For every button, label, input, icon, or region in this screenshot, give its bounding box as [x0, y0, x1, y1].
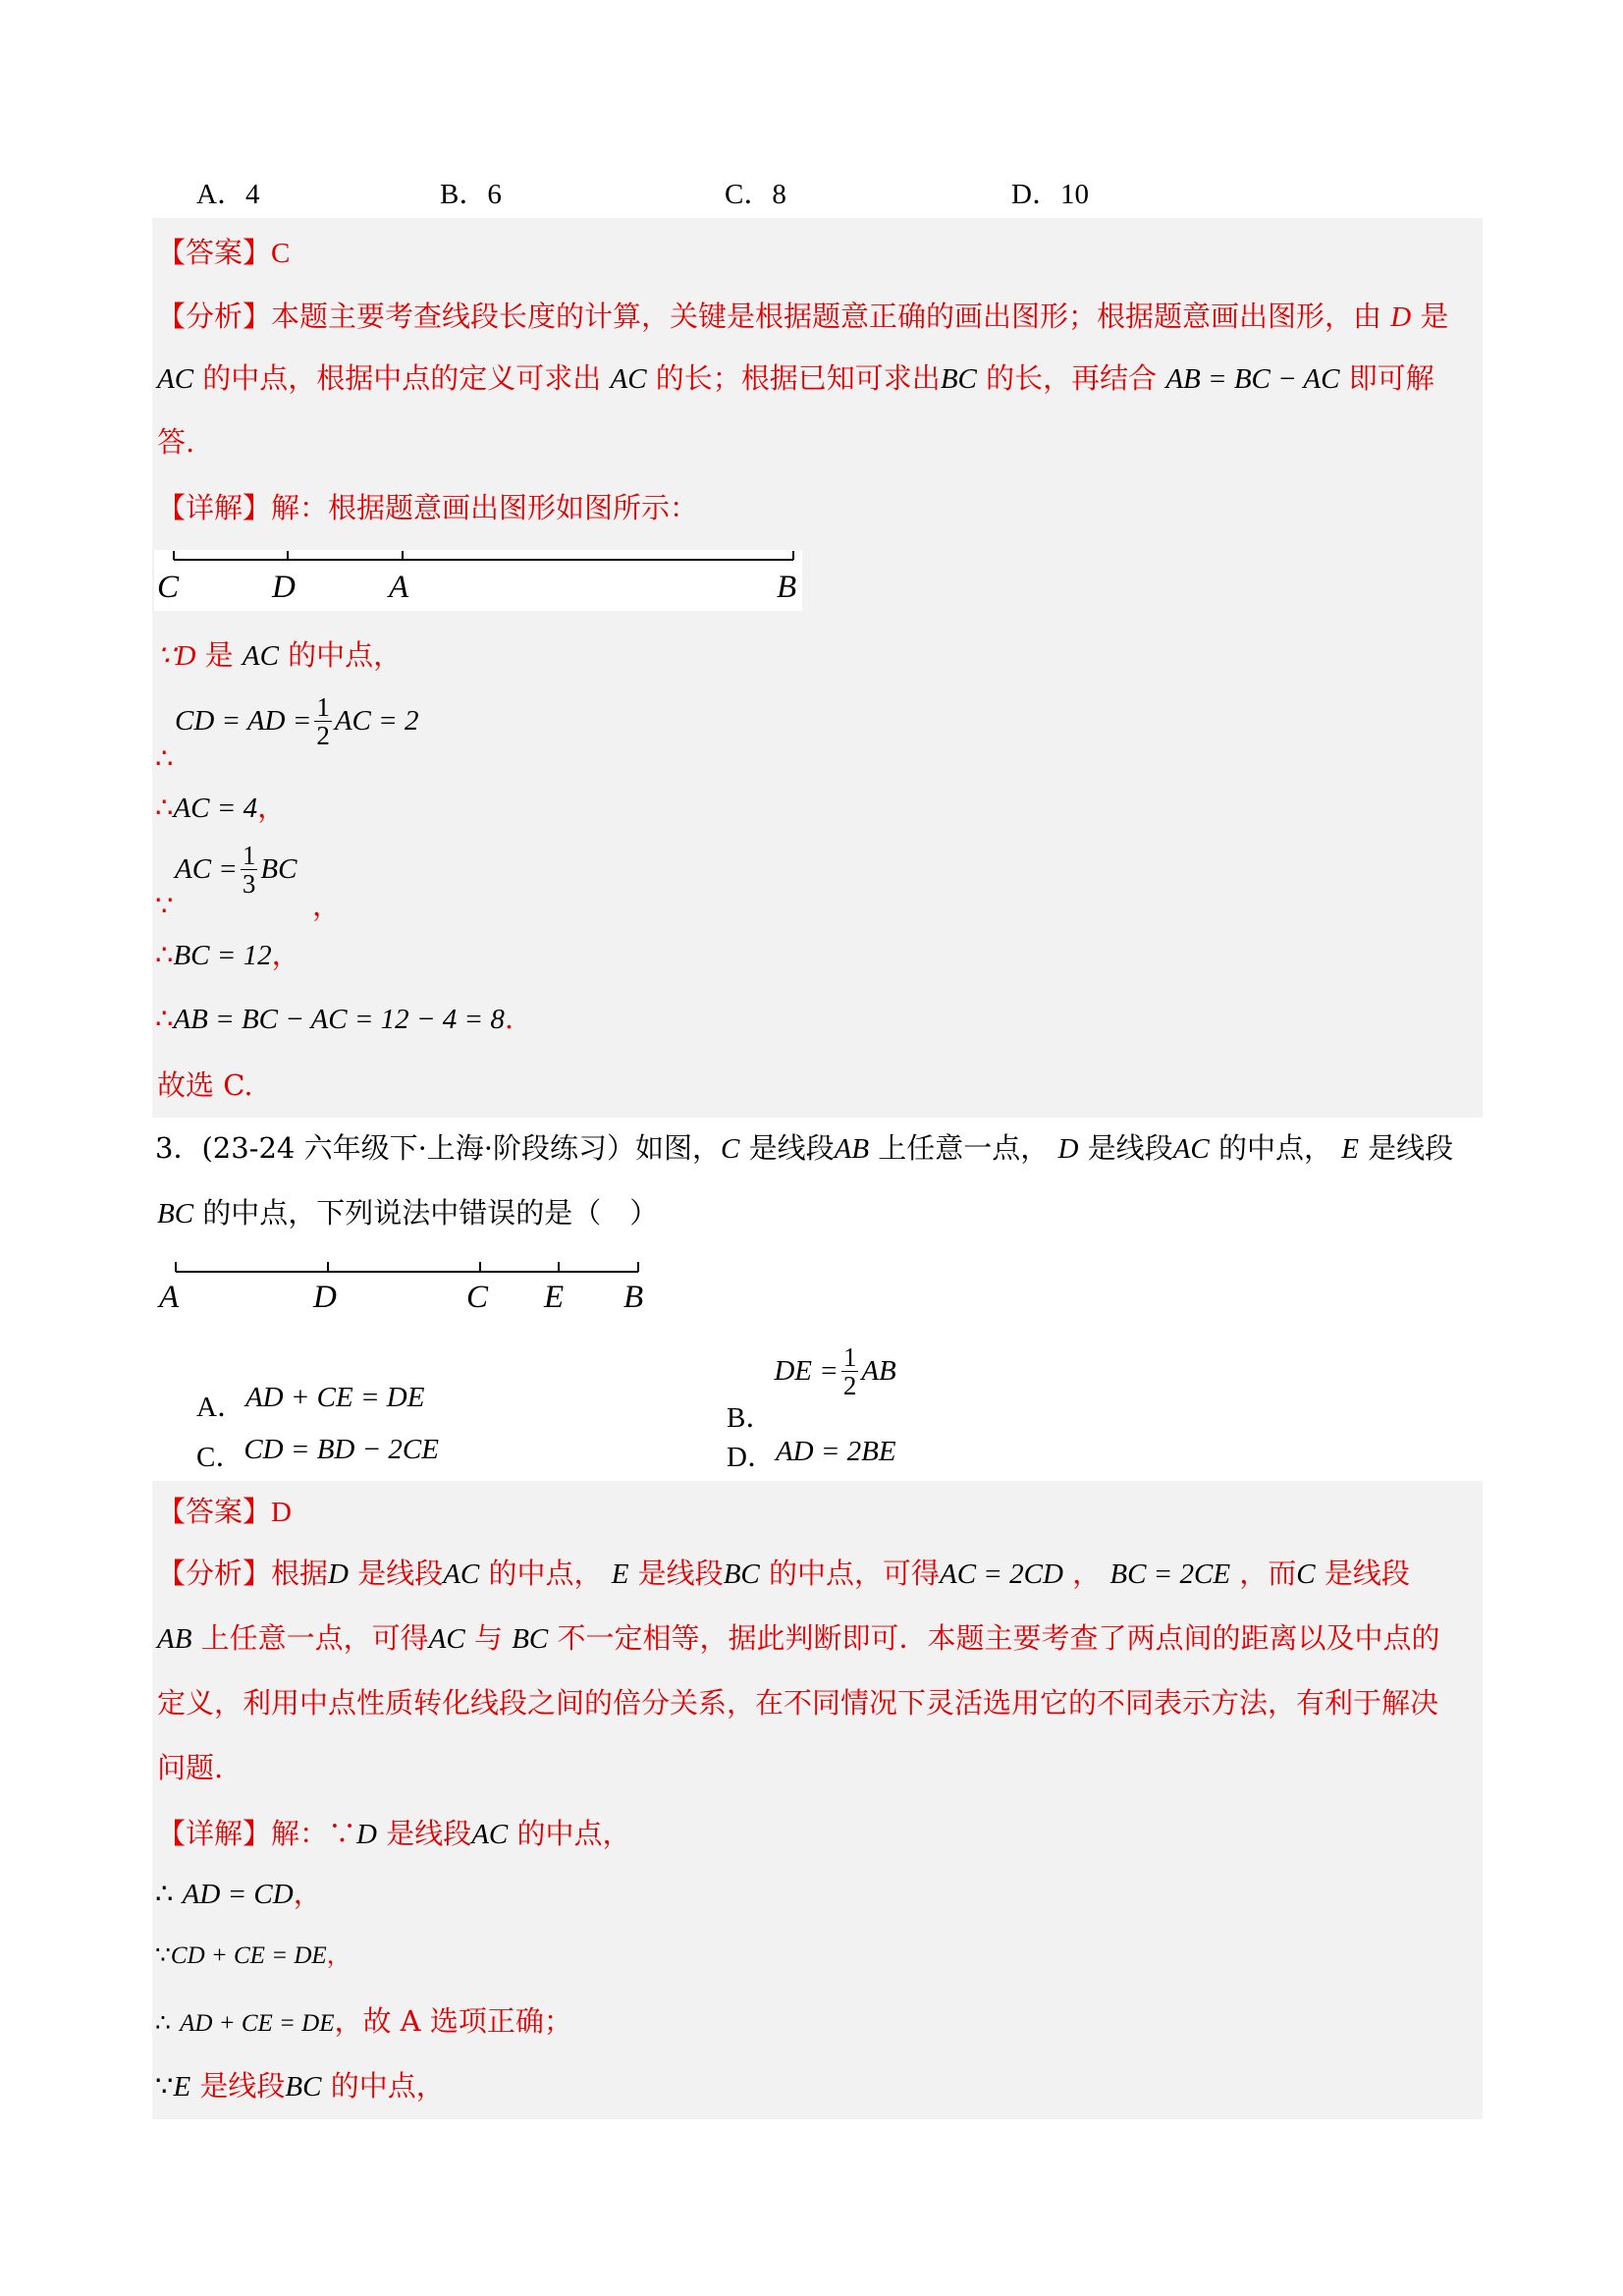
q3-option-a [196, 1380, 425, 1423]
step-text: ， [271, 938, 300, 971]
point-label-d: D [272, 570, 296, 605]
option-label: C． [196, 1442, 244, 1473]
q3-analysis-line-3: 定义，利用中点性质转化线段之间的倍分关系，在不同情况下灵活选用它的不同表示方法，有利于解决 [157, 1686, 1439, 1720]
step-text: ， [312, 889, 342, 922]
q3-analysis-line-1 [157, 1557, 1410, 1592]
numerator: 1 [242, 841, 256, 870]
step-text: 的中点， [288, 638, 403, 672]
math-bc: BC [723, 1558, 760, 1590]
therefore-mark: ∴ [155, 1002, 174, 1035]
analysis-tag: 【分析】 [157, 300, 272, 333]
math-e: E [173, 2071, 191, 2103]
math-expr: AB = BC − AC = 12 − 4 = 8 [173, 1004, 505, 1035]
q3-step-2 [155, 1941, 352, 1971]
q2-analysis-line-2 [157, 361, 1434, 397]
q3-analysis-line-2 [157, 1621, 1439, 1657]
math-c: C [1296, 1558, 1316, 1590]
q2-step-6 [155, 1002, 514, 1037]
math-d: D [356, 1819, 377, 1850]
analysis-text: 根据 [271, 1557, 329, 1590]
denominator: 2 [842, 1371, 857, 1401]
stem-text: 是线段 [1087, 1131, 1173, 1165]
q3-stem-line-2 [157, 1196, 658, 1231]
math-expr: BC = 2CE [1109, 1558, 1231, 1590]
option-expr: AB [861, 1354, 896, 1387]
math-ac: AC [157, 363, 194, 395]
stem-text: 上任意一点， [878, 1131, 1050, 1165]
point-label-c: C [466, 1280, 489, 1315]
step-text: ， [326, 1941, 352, 1969]
point-label-d: D [313, 1280, 337, 1315]
math-expr: AC = [175, 852, 238, 885]
segment-figure-1 [154, 550, 802, 611]
fraction-half [314, 693, 332, 750]
analysis-text: 上任意一点，可得 [200, 1621, 429, 1655]
q2-analysis-line-1 [157, 300, 1448, 335]
because-mark: ∵ [155, 1941, 171, 1969]
option-label: A． [196, 1392, 245, 1423]
math-ac: AC [428, 1623, 465, 1655]
option-d: D．10 [1011, 179, 1089, 210]
point-label-b: B [623, 1280, 644, 1315]
q2-step-3 [155, 791, 286, 826]
math-ac: AC [610, 363, 647, 395]
point-label-c: C [157, 570, 180, 605]
option-expr: AD + CE = DE [244, 1382, 425, 1413]
detail-tag: 【详解】 [157, 1817, 272, 1850]
analysis-text: 本题主要考查线段长度的计算，关键是根据题意正确的画出图形；根据题意画出图形，由 [271, 300, 1382, 333]
option-expr: AD = 2BE [775, 1436, 896, 1467]
analysis-text: 的中点，根据中点的定义可求出 [202, 361, 602, 395]
analysis-text: 即可解 [1348, 361, 1434, 395]
step-text: 的中点， [330, 2069, 445, 2103]
analysis-text: 是 [1420, 300, 1449, 333]
q2-step-2 [175, 693, 418, 750]
option-b: B．6 [440, 179, 502, 210]
step-text: 是 [204, 638, 234, 672]
because-mark: ∵ [155, 889, 174, 922]
math-c: C [721, 1133, 740, 1165]
analysis-text: ，而 [1239, 1557, 1297, 1590]
math-ac: AC [471, 1819, 509, 1850]
analysis-tag: 【分析】 [157, 1557, 272, 1590]
stem-text: 是线段 [1368, 1131, 1454, 1165]
numerator: 1 [316, 692, 330, 722]
point-label-a: A [159, 1280, 180, 1315]
q2-step-5 [155, 938, 300, 973]
therefore-mark: ∴ [155, 1877, 174, 1910]
q3-option-d [727, 1434, 896, 1473]
math-expr: AD = CD [182, 1879, 294, 1910]
therefore-mark: ∴ [155, 791, 174, 824]
point-label-b: B [777, 570, 797, 605]
answer-value: C [271, 238, 291, 269]
math-d: D [1390, 301, 1412, 333]
math-d: D [1057, 1133, 1079, 1165]
math-bc: BC [512, 1623, 549, 1655]
option-expr: CD = BD − 2CE [243, 1434, 439, 1465]
math-expr: CD + CE = DE [170, 1942, 327, 1969]
q3-analysis-line-4: 问题. [157, 1751, 224, 1784]
q2-analysis-line-3: 答. [157, 425, 195, 459]
detail-text: 是线段 [386, 1817, 472, 1850]
segment-diagram-cdab [154, 550, 802, 611]
math-ac: AC [1172, 1133, 1210, 1165]
math-e: E [611, 1558, 629, 1590]
fraction-third [241, 842, 258, 899]
analysis-text: 是线段 [357, 1557, 444, 1590]
math-expr: AC = 2 [334, 704, 419, 737]
option-label: B． [727, 1401, 775, 1434]
q3-option-c [196, 1432, 439, 1473]
math-d: ∵D [157, 640, 196, 672]
step-text: 是线段 [199, 2069, 286, 2103]
stem-text: 的中点，下列说法中错误的是（ ） [202, 1196, 659, 1230]
step-text: ， [293, 1877, 322, 1910]
math-expr: BC [260, 852, 298, 885]
detail-text: 解：根据题意画出图形如图所示： [271, 491, 699, 524]
q3-step-3 [155, 2004, 572, 2039]
q3-option-b [727, 1342, 896, 1434]
analysis-text: 的中点， [488, 1557, 603, 1590]
therefore-mark: ∴ [155, 741, 174, 775]
q2-conclusion: 故选 C. [157, 1068, 253, 1102]
math-d: D [328, 1558, 349, 1590]
fraction-half [841, 1343, 859, 1400]
math-ac: AC [242, 640, 279, 672]
math-bc: BC [940, 363, 977, 395]
analysis-text: 的长，再结合 [986, 361, 1158, 395]
q2-step-1 [157, 638, 402, 674]
q2-step-4 [175, 842, 297, 899]
math-expr: AC = 2CD [939, 1558, 1063, 1590]
stem-text: 的中点， [1217, 1131, 1332, 1165]
analysis-text: 不一定相等，据此判断即可．本题主要考查了两点间的距离以及中点的 [557, 1621, 1440, 1655]
math-ab: AB [157, 1623, 192, 1655]
detail-tag: 【详解】 [157, 491, 272, 524]
math-expr: AB = BC − AC [1165, 363, 1340, 395]
analysis-text: ， [1072, 1557, 1102, 1590]
analysis-text: 与 [473, 1621, 503, 1655]
math-bc: BC [157, 1198, 194, 1230]
numerator: 1 [842, 1342, 857, 1372]
q3-stem-line-1 [155, 1131, 1453, 1167]
math-ac: AC [443, 1558, 480, 1590]
because-mark: ∵ [155, 2069, 174, 2103]
math-e: E [1341, 1133, 1359, 1165]
denominator: 2 [316, 721, 330, 751]
q2-detail-line [157, 491, 698, 525]
segment-figure-2 [154, 1260, 665, 1319]
detail-text: 的中点， [516, 1817, 631, 1850]
therefore-mark: ∴ [155, 938, 174, 971]
option-a: A．4 [196, 179, 260, 210]
answer-tag: 【答案】 [157, 1495, 272, 1528]
stem-text: 是线段 [748, 1131, 835, 1165]
math-expr: AD + CE = DE [180, 2010, 335, 2037]
analysis-text: 的长；根据已知可求出 [655, 361, 941, 395]
math-expr: CD = AD = [175, 704, 312, 737]
math-ab: AB [834, 1133, 870, 1165]
step-text: ， [257, 791, 287, 824]
answer-value: D [271, 1497, 292, 1528]
analysis-text: 是线段 [637, 1557, 724, 1590]
math-expr: BC = 12 [173, 940, 272, 971]
detail-text: 解：∵ [271, 1817, 357, 1850]
math-expr: AC = 4 [173, 793, 258, 824]
step-text: . [504, 1002, 514, 1035]
q3-step-4 [155, 2069, 445, 2105]
point-label-a: A [389, 570, 409, 605]
point-label-e: E [544, 1280, 565, 1315]
option-label: D． [727, 1442, 776, 1473]
segment-diagram-adceb [154, 1260, 665, 1319]
q2-answer-line [157, 236, 290, 271]
analysis-text: 的中点，可得 [768, 1557, 940, 1590]
option-expr: DE = [774, 1354, 839, 1387]
option-c: C．8 [725, 179, 786, 210]
therefore-mark: ∴ [155, 2008, 171, 2037]
stem-text: 3．(23-24 六年级下·上海·阶段练习）如图， [155, 1131, 722, 1165]
analysis-text: 是线段 [1324, 1557, 1410, 1590]
step-text: ，故 A 选项正确； [334, 2004, 572, 2038]
answer-tag: 【答案】 [157, 236, 272, 269]
denominator: 3 [242, 869, 256, 900]
q3-step-1 [155, 1877, 322, 1912]
math-bc: BC [285, 2071, 322, 2103]
q3-answer-line [157, 1495, 292, 1530]
q3-detail-line [157, 1817, 631, 1852]
